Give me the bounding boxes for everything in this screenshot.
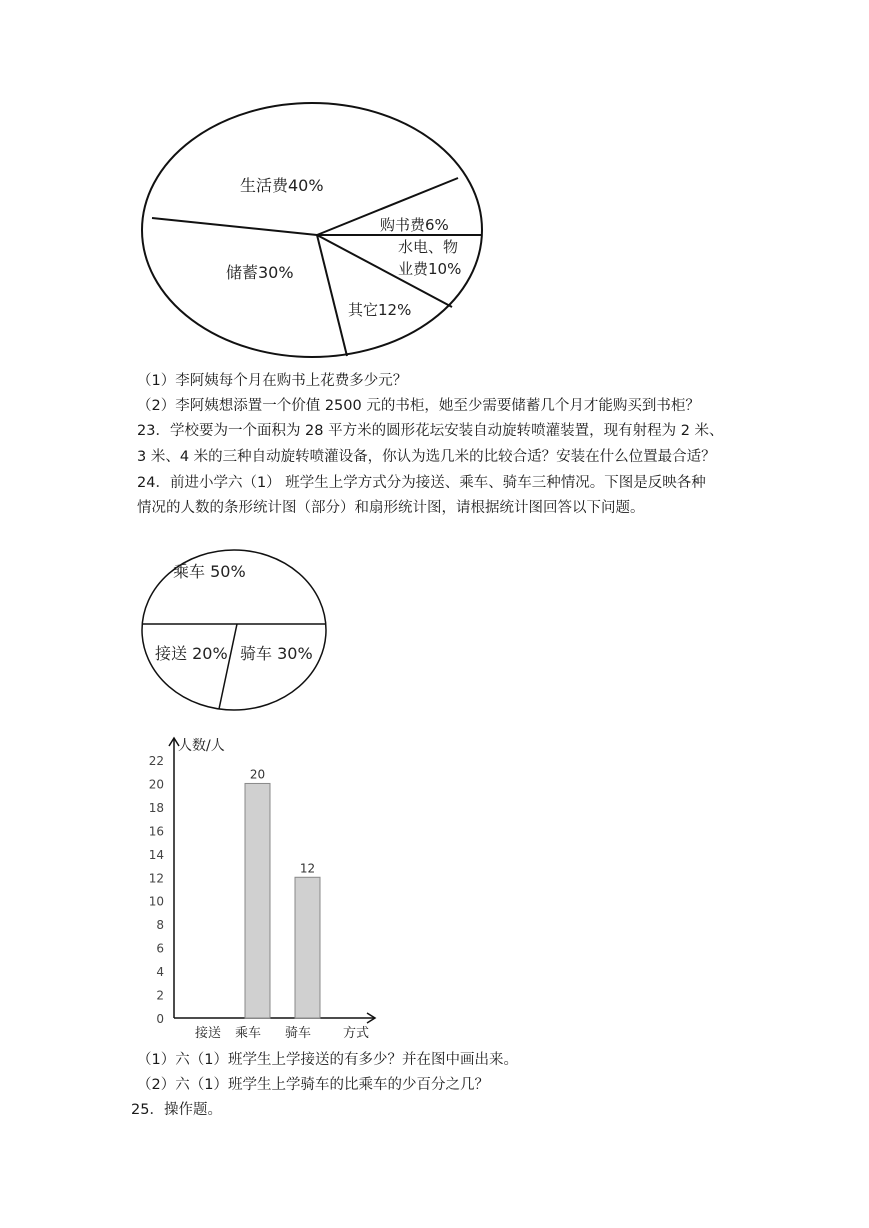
slice-label-bike: 骑车 30% [240,644,313,663]
question-24-line1: 24．前进小学六（1） 班学生上学方式分为接送、乘车、骑车三种情况。下图是反映各种 [137,475,706,491]
question-22-2: （2）李阿姨想添置一个价值 2500 元的书柜，她至少需要储蓄几个月才能购买到书柜？ [137,398,700,414]
y-tick-label: 18 [148,800,164,815]
slice-label-bus: 乘车 50% [173,562,246,581]
question-23-line2: 3 米、4 米的三种自动旋转喷灌设备，你认为选几米的比较合适？安装在什么位置最合适？ [137,449,716,465]
y-tick-label: 4 [156,965,164,980]
slice-label-living: 生活费40% [240,176,324,195]
y-axis-label: 人数/人 [178,738,225,754]
spending-pie-chart [140,95,490,370]
x-axis-label: 方式 [343,1026,370,1041]
pie-divider [219,624,237,709]
bar-value-label: 20 [249,767,266,782]
question-24-2: （2）六（1）班学生上学骑车的比乘车的少百分之几？ [137,1077,489,1093]
y-tick-label: 8 [156,918,164,933]
slice-label-other: 其它12% [348,301,412,319]
y-tick-label: 0 [156,1012,164,1026]
pie-divider [317,235,347,356]
y-tick-label: 2 [156,988,164,1003]
question-22-1: （1）李阿姨每个月在购书上花费多少元？ [137,373,408,389]
question-24-line2: 情况的人数的条形统计图（部分）和扇形统计图，请根据统计图回答以下问题。 [137,500,645,516]
slice-label-utilities-2: 业费10% [398,260,462,278]
question-24-1: （1）六（1）班学生上学接送的有多少？并在图中画出来。 [137,1052,518,1068]
y-tick-label: 16 [148,824,164,839]
y-tick-label: 22 [148,754,164,768]
transport-bar-chart [140,730,390,1042]
x-tick-label: 乘车 [235,1026,262,1041]
slice-label-books: 购书费6% [380,216,449,234]
x-tick-label: 骑车 [285,1026,312,1041]
y-tick-label: 20 [148,777,164,792]
slice-label-dropoff: 接送 20% [155,644,228,663]
pie-divider [152,218,317,235]
bar-3 [295,877,320,1018]
y-tick-label: 10 [148,894,164,909]
question-23-line1: 23．学校要为一个面积为 28 平方米的圆形花坛安装自动旋转喷灌装置，现有射程为 2 米、 [137,423,724,439]
transport-pie-chart [135,548,335,718]
y-tick-label: 14 [148,847,164,862]
y-tick-label: 6 [156,941,164,956]
bar-2 [245,783,270,1018]
x-tick-label: 接送 [195,1026,222,1041]
slice-label-savings: 储蓄30% [226,263,294,282]
y-tick-label: 12 [148,871,164,886]
bar-value-label: 12 [299,861,316,876]
slice-label-utilities-1: 水电、物 [398,238,459,256]
question-25: 25．操作题。 [131,1102,222,1118]
